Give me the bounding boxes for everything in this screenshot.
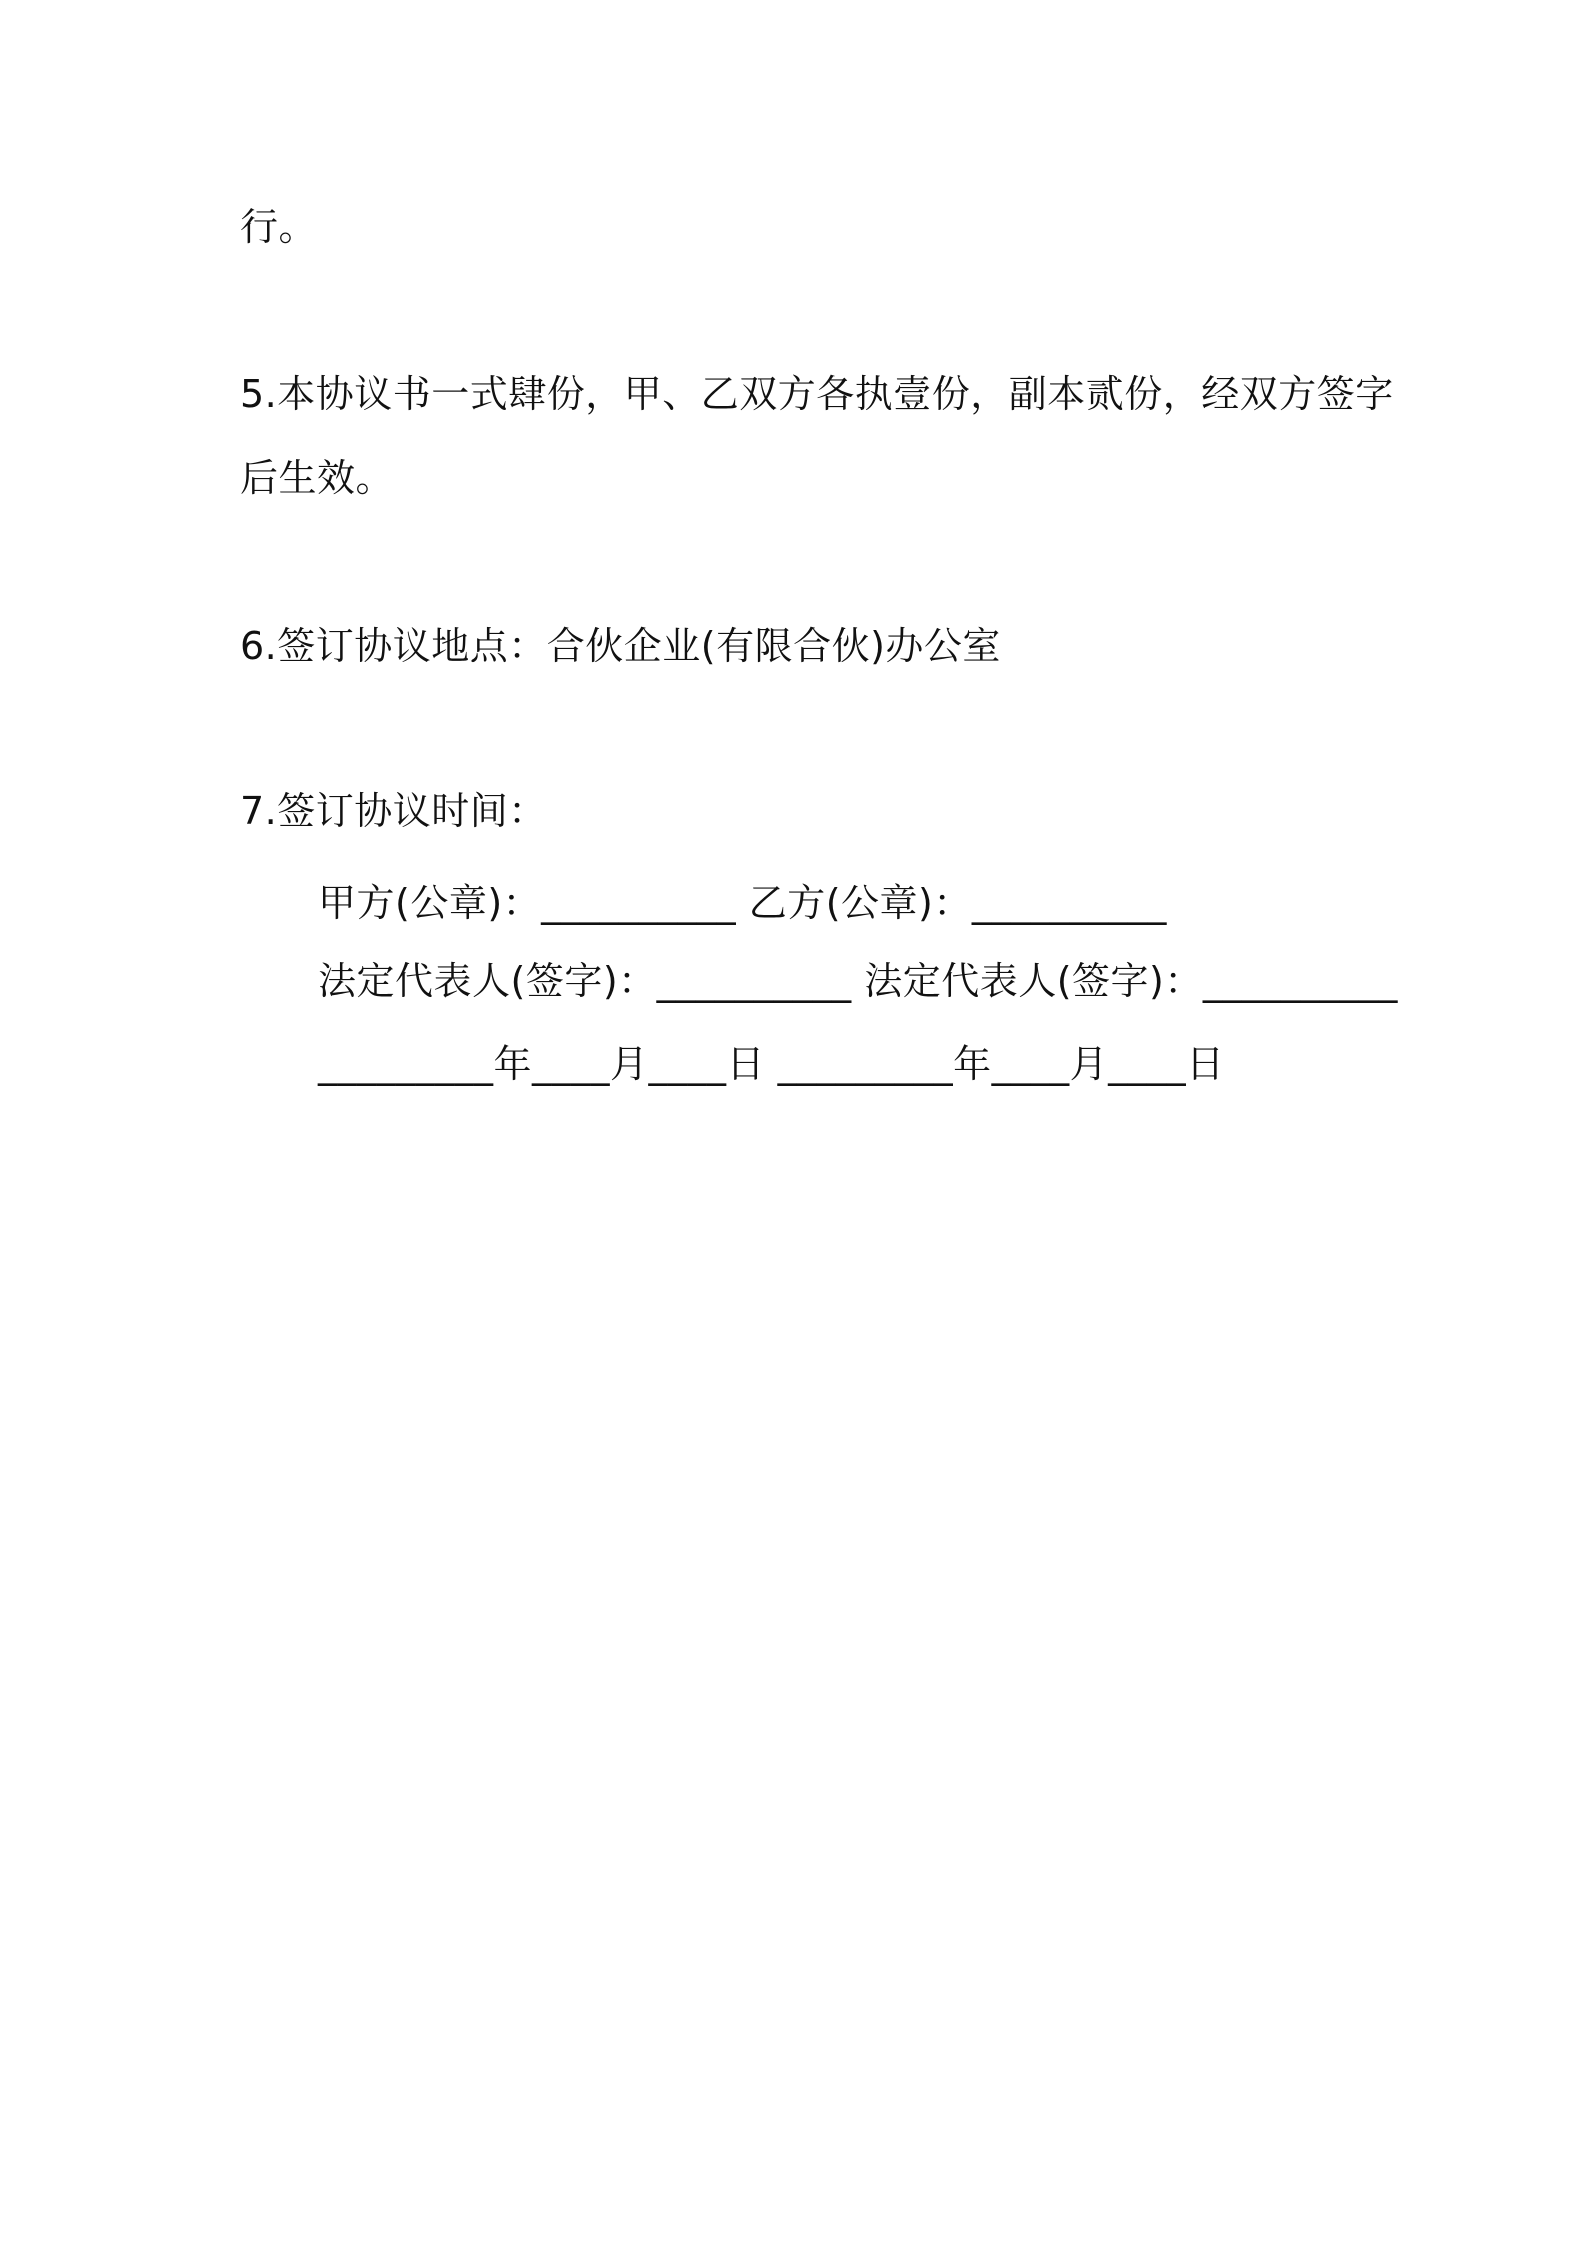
legal-representative-signatures-line: 法定代表人(签字)：__________ 法定代表人(签字)：__________ bbox=[318, 959, 1398, 1003]
clause-6-signing-location: 6.签订协议地点：合伙企业(有限合伙)办公室 bbox=[240, 624, 1001, 668]
clause-7-signing-time: 7.签订协议时间： bbox=[240, 789, 547, 833]
paragraph-continuation: 行。 bbox=[240, 205, 318, 249]
clause-5-line-2: 后生效。 bbox=[240, 456, 395, 500]
signing-dates-line: _________年____月____日 _________年____月____日 bbox=[318, 1042, 1225, 1086]
clause-5-line-1: 5.本协议书一式肆份，甲、乙双方各执壹份，副本贰份，经双方签字 bbox=[240, 372, 1394, 416]
party-seals-line: 甲方(公章)：__________ 乙方(公章)：__________ bbox=[318, 881, 1167, 925]
